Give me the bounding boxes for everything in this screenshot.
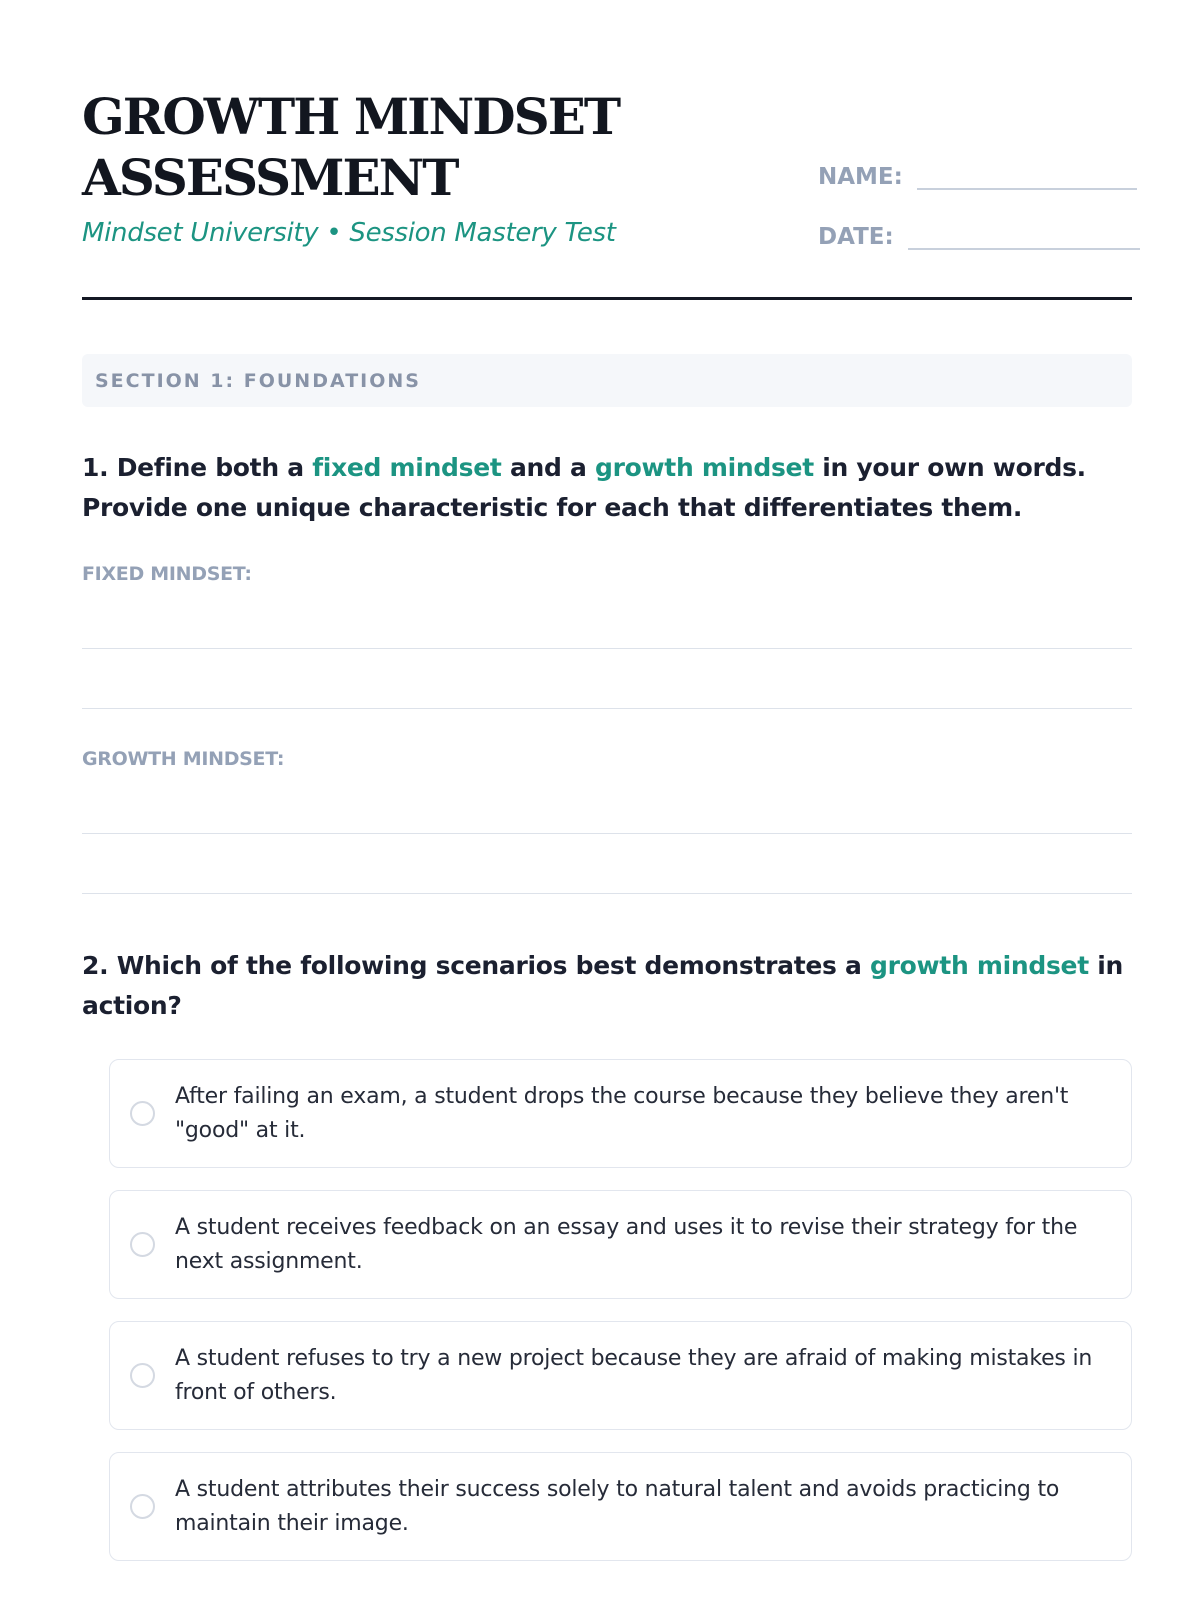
date-input-line[interactable] <box>908 226 1140 250</box>
question-1 <box>82 448 1132 528</box>
option-text: After failing an exam, a student drops the course because they believe they aren't "good" at it. <box>175 1083 1069 1143</box>
date-field[interactable] <box>818 224 1140 250</box>
title-line-2: ASSESSMENT <box>82 148 458 207</box>
assessment-page <box>82 86 1132 1583</box>
fixed-mindset-label: FIXED MINDSET: <box>82 563 252 585</box>
question-2-text-b: in action? <box>82 951 1124 1020</box>
name-input-line[interactable] <box>917 166 1137 190</box>
term-fixed-mindset: fixed mindset <box>312 453 502 482</box>
term-growth-mindset: growth mindset <box>595 453 814 482</box>
question-1-text-c: in your own words. Provide one unique characteristic for each that differentiates them. <box>82 453 1086 522</box>
growth-mindset-label: GROWTH MINDSET: <box>82 748 285 770</box>
option-b[interactable] <box>109 1190 1132 1299</box>
option-a[interactable] <box>109 1059 1132 1168</box>
name-field[interactable] <box>818 164 1137 190</box>
question-1-number: 1. <box>82 453 109 482</box>
question-1-text-b: and a <box>509 453 587 482</box>
date-label: DATE: <box>818 224 894 250</box>
option-text: A student attributes their success solely to natural talent and avoids practicing to maintain their image. <box>175 1476 1060 1536</box>
answer-options <box>109 1059 1132 1561</box>
option-d[interactable] <box>109 1452 1132 1561</box>
option-text: A student refuses to try a new project because they are afraid of making mistakes in front of others. <box>175 1345 1093 1405</box>
option-c[interactable] <box>109 1321 1132 1430</box>
radio-button[interactable] <box>130 1494 155 1519</box>
page-subtitle: Mindset University • Session Mastery Test <box>82 218 616 248</box>
term-growth-mindset: growth mindset <box>870 951 1089 980</box>
question-2-number: 2. <box>82 951 109 980</box>
header <box>82 86 1132 300</box>
section-heading: SECTION 1: FOUNDATIONS <box>82 354 1132 407</box>
radio-button[interactable] <box>130 1363 155 1388</box>
radio-button[interactable] <box>130 1232 155 1257</box>
growth-answer-line-1[interactable] <box>82 770 1132 834</box>
name-label: NAME: <box>818 164 903 190</box>
title-line-1: GROWTH MINDSET <box>82 87 620 146</box>
question-2 <box>82 946 1132 1026</box>
option-text: A student receives feedback on an essay and uses it to revise their strategy for the next assignment. <box>175 1214 1078 1274</box>
growth-answer-line-2[interactable] <box>82 834 1132 894</box>
question-2-text-a: Which of the following scenarios best demonstrates a <box>116 951 862 980</box>
fixed-answer-line-1[interactable] <box>82 585 1132 649</box>
fixed-answer-line-2[interactable] <box>82 649 1132 709</box>
radio-button[interactable] <box>130 1101 155 1126</box>
question-1-text-a: Define both a <box>116 453 304 482</box>
